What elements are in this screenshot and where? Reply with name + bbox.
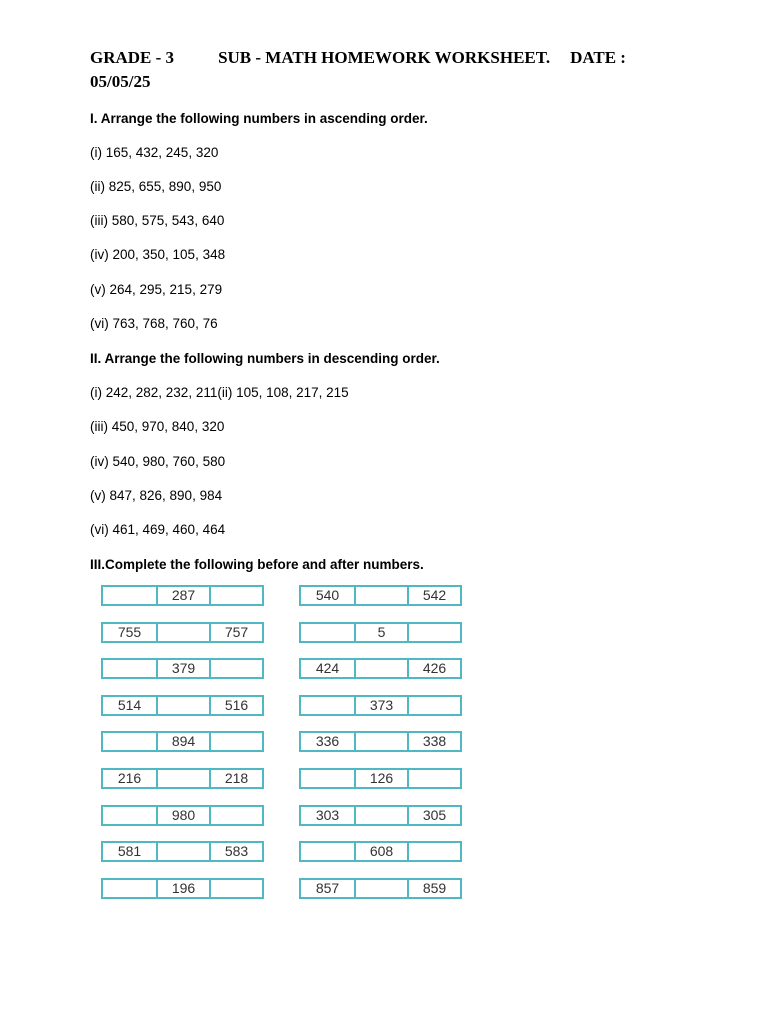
- before-box: 857: [315, 880, 340, 896]
- after-box: 305: [407, 807, 460, 824]
- middle-box: 980: [156, 807, 209, 824]
- right-number-row: [299, 805, 462, 826]
- left-number-row: [101, 768, 264, 789]
- before-box: 216: [117, 770, 142, 786]
- right-number-row: [299, 585, 462, 606]
- after-box: 516: [209, 697, 262, 714]
- middle-box[interactable]: [354, 880, 407, 897]
- after-box: 859: [407, 880, 460, 897]
- middle-box[interactable]: [156, 697, 209, 714]
- section2-item: (iii) 450, 970, 840, 320: [90, 419, 225, 434]
- before-box[interactable]: [301, 770, 354, 787]
- section1-item: (iv) 200, 350, 105, 348: [90, 247, 226, 262]
- before-box: 424: [315, 660, 340, 676]
- date-label: DATE :: [570, 48, 626, 67]
- section1-item: (ii) 825, 655, 890, 950: [90, 179, 222, 194]
- section1-title: I. Arrange the following numbers in ascending order.: [90, 111, 428, 126]
- after-box: 338: [407, 733, 460, 750]
- right-number-row: [299, 841, 462, 862]
- middle-box[interactable]: [354, 660, 407, 677]
- after-box[interactable]: [209, 587, 262, 604]
- after-box: 757: [209, 624, 262, 641]
- after-box[interactable]: [407, 843, 460, 860]
- section2-item: (v) 847, 826, 890, 984: [90, 488, 223, 503]
- before-box[interactable]: [103, 807, 156, 824]
- date-value: 05/05/25: [90, 72, 151, 91]
- middle-box[interactable]: [156, 770, 209, 787]
- left-number-row: [101, 622, 264, 643]
- section2-title: II. Arrange the following numbers in descending order.: [90, 351, 440, 366]
- before-box: 303: [315, 807, 340, 823]
- right-number-row: [299, 768, 462, 789]
- left-number-row: [101, 731, 264, 752]
- before-box: 581: [117, 843, 142, 859]
- middle-box: 126: [354, 770, 407, 787]
- subject-label: SUB - MATH HOMEWORK WORKSHEET.: [218, 48, 551, 67]
- before-box[interactable]: [103, 733, 156, 750]
- left-number-row: [101, 695, 264, 716]
- section2-item: (vi) 461, 469, 460, 464: [90, 522, 226, 537]
- section1-item: (i) 165, 432, 245, 320: [90, 145, 219, 160]
- right-number-row: [299, 695, 462, 716]
- after-box[interactable]: [209, 807, 262, 824]
- before-box: 514: [117, 697, 142, 713]
- middle-box[interactable]: [354, 587, 407, 604]
- before-box[interactable]: [301, 697, 354, 714]
- after-box: 218: [209, 770, 262, 787]
- right-number-row: [299, 731, 462, 752]
- section1-item: (iii) 580, 575, 543, 640: [90, 213, 225, 228]
- right-number-row: [299, 658, 462, 679]
- middle-box: 894: [156, 733, 209, 750]
- before-box: 755: [117, 624, 142, 640]
- section1-item: (vi) 763, 768, 760, 76: [90, 316, 218, 331]
- section2-item: (iv) 540, 980, 760, 580: [90, 454, 226, 469]
- after-box[interactable]: [407, 697, 460, 714]
- section3-title: III.Complete the following before and after numbers.: [90, 557, 424, 572]
- before-box[interactable]: [103, 880, 156, 897]
- left-number-row: [101, 878, 264, 899]
- section2-item: (i) 242, 282, 232, 211(ii) 105, 108, 217, 215: [90, 385, 349, 400]
- middle-box: 379: [156, 660, 209, 677]
- after-box: 583: [209, 843, 262, 860]
- after-box: 426: [407, 660, 460, 677]
- middle-box: 196: [156, 880, 209, 897]
- middle-box: 373: [354, 697, 407, 714]
- section1-item: (v) 264, 295, 215, 279: [90, 282, 223, 297]
- after-box[interactable]: [209, 660, 262, 677]
- grade-label: GRADE - 3: [90, 48, 175, 67]
- middle-box: 287: [156, 587, 209, 604]
- left-number-row: [101, 658, 264, 679]
- before-box: 336: [315, 733, 340, 749]
- middle-box[interactable]: [156, 843, 209, 860]
- right-number-row: [299, 622, 462, 643]
- before-box[interactable]: [301, 843, 354, 860]
- before-box[interactable]: [103, 587, 156, 604]
- middle-box[interactable]: [354, 733, 407, 750]
- after-box[interactable]: [209, 880, 262, 897]
- middle-box[interactable]: [156, 624, 209, 641]
- worksheet-header: [90, 46, 690, 94]
- after-box[interactable]: [407, 770, 460, 787]
- right-number-row: [299, 878, 462, 899]
- middle-box[interactable]: [354, 807, 407, 824]
- before-box[interactable]: [103, 660, 156, 677]
- left-number-row: [101, 805, 264, 826]
- after-box[interactable]: [407, 624, 460, 641]
- left-number-row: [101, 841, 264, 862]
- middle-box: 608: [354, 843, 407, 860]
- before-box[interactable]: [301, 624, 354, 641]
- after-box[interactable]: [209, 733, 262, 750]
- middle-box: 5: [354, 624, 407, 641]
- left-number-row: [101, 585, 264, 606]
- before-box: 540: [315, 587, 340, 603]
- after-box: 542: [407, 587, 460, 604]
